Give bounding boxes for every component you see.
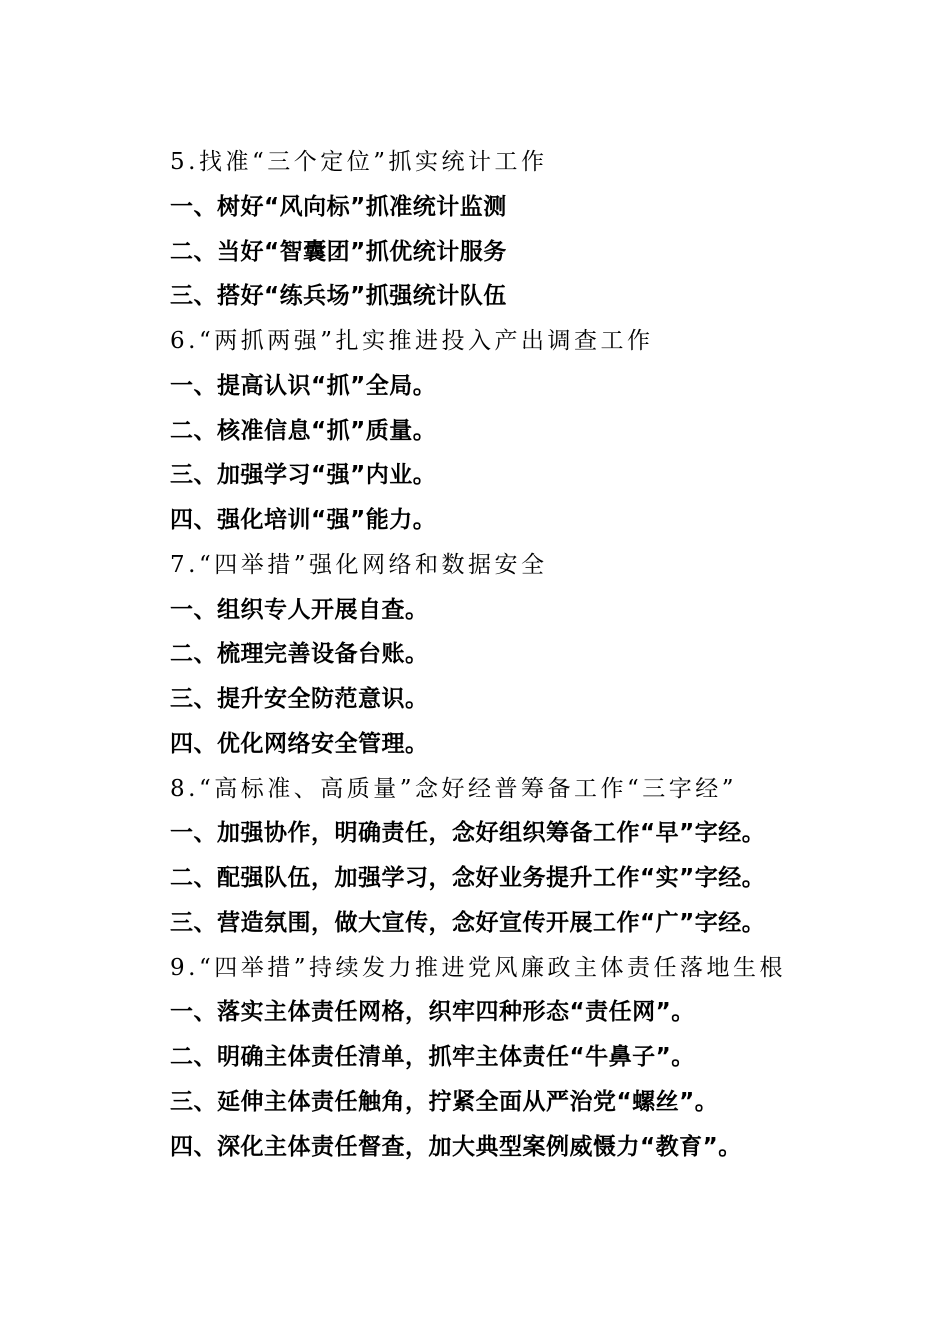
list-item: 二、梳理完善设备台账。 bbox=[170, 641, 429, 668]
list-item: 四、强化培训“强”能力。 bbox=[170, 507, 437, 533]
list-item: 三、提升安全防范意识。 bbox=[170, 686, 429, 712]
list-item: 二、当好“智囊团”抓优统计服务 bbox=[170, 238, 507, 265]
section-6 bbox=[170, 319, 870, 543]
list-item: 三、加强学习“强”内业。 bbox=[170, 462, 437, 489]
list-item: 二、核准信息“抓”质量。 bbox=[170, 417, 437, 444]
section-5 bbox=[170, 140, 870, 319]
list-item: 三、搭好“练兵场”抓强统计队伍 bbox=[170, 283, 507, 310]
section-8 bbox=[170, 767, 870, 946]
list-item: 三、营造氛围，做大宣传，念好宣传开展工作“广”字经。 bbox=[170, 909, 766, 936]
list-item: 一、落实主体责任网格，织牢四种形态“责任网”。 bbox=[170, 999, 695, 1026]
section-heading: 5.找准“三个定位”抓实统计工作 bbox=[170, 149, 548, 175]
list-item: 二、配强队伍，加强学习，念好业务提升工作“实”字经。 bbox=[170, 865, 766, 891]
list-item: 一、提高认识“抓”全局。 bbox=[170, 372, 437, 399]
section-9 bbox=[170, 946, 870, 1170]
list-item: 一、加强协作，明确责任，念好组织筹备工作“早”字经。 bbox=[170, 820, 766, 847]
list-item: 四、优化网络安全管理。 bbox=[170, 730, 429, 757]
section-heading: 9.“四举措”持续发力推进党风廉政主体责任落地生根 bbox=[170, 954, 786, 981]
section-heading: 7.“四举措”强化网络和数据安全 bbox=[170, 551, 548, 578]
list-item: 四、深化主体责任督查，加大典型案例威慑力“教育”。 bbox=[170, 1133, 742, 1160]
list-item: 一、组织专人开展自查。 bbox=[170, 596, 429, 623]
list-item: 二、明确主体责任清单，抓牢主体责任“牛鼻子”。 bbox=[170, 1044, 695, 1070]
list-item: 一、树好“风向标”抓准统计监测 bbox=[170, 193, 507, 220]
section-heading: 6.“两抓两强”扎实推进投入产出调查工作 bbox=[170, 328, 654, 354]
section-heading: 8.“高标准、高质量”念好经普筹备工作“三字经” bbox=[170, 775, 737, 802]
document-body bbox=[170, 140, 870, 1169]
section-7 bbox=[170, 543, 870, 767]
list-item: 三、延伸主体责任触角，拧紧全面从严治党“螺丝”。 bbox=[170, 1088, 719, 1115]
